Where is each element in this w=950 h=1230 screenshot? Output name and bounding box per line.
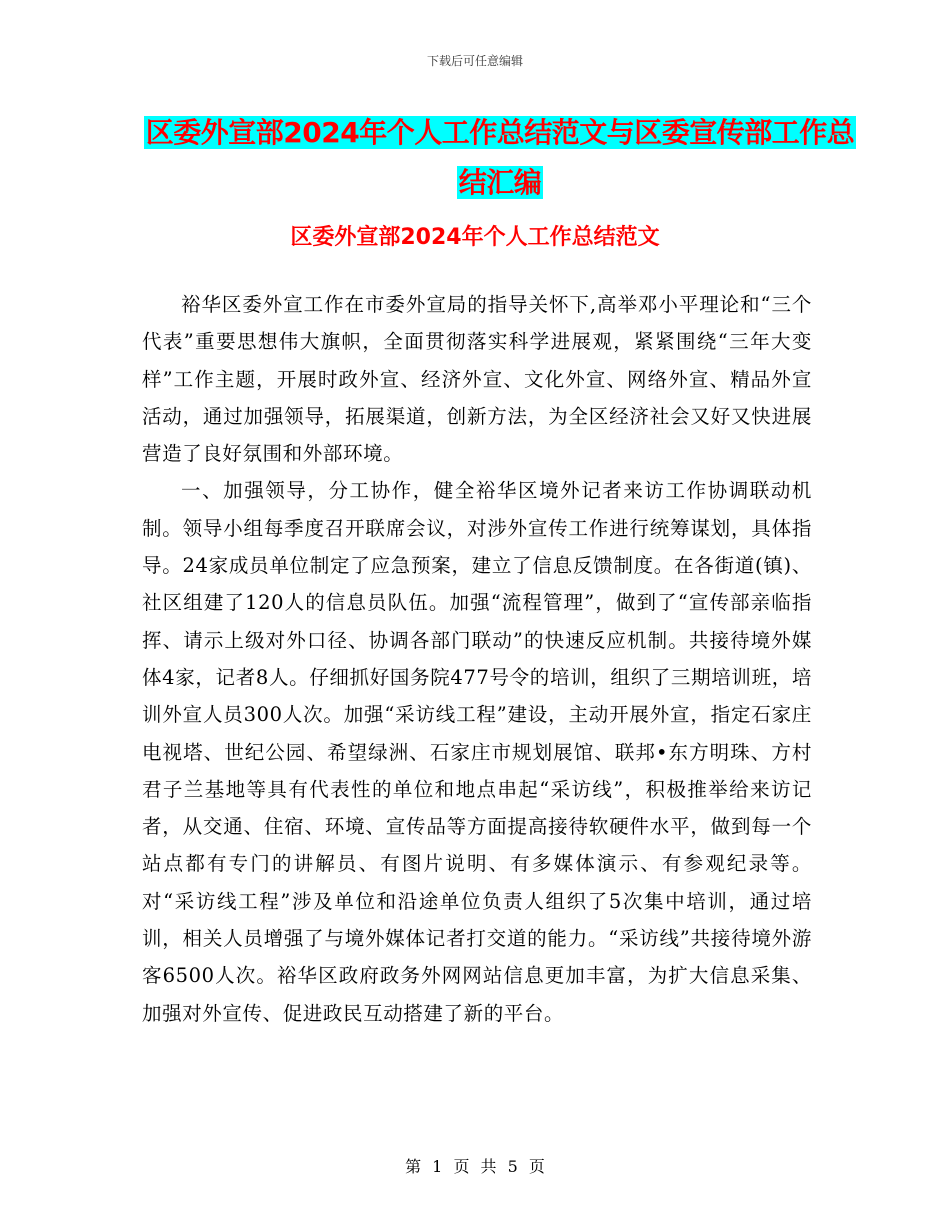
document-body [142, 286, 812, 1032]
paragraph-intro: 裕华区委外宣工作在市委外宣局的指导关怀下,高举邓小平理论和“三个代表”重要思想伟大旗帜，全面贯彻落实科学进展观，紧紧围绕“三年大变样”工作主题，开展时政外宣、经济外宣、文化外宣、网络外宣、精品外宣活动，通过加强领导，拓展渠道，创新方法，为全区经济社会又好又快进展营造了良好氛围和外部环境。 [142, 293, 812, 466]
paragraph-section-one: 一、加强领导，分工协作，健全裕华区境外记者来访工作协调联动机制。领导小组每季度召开联席会议，对涉外宣传工作进行统筹谋划，具体指导。24家成员单位制定了应急预案，建立了信息反馈制度。在各街道(镇)、社区组建了120人的信息员队伍。加强“流程管理”，做到了“宣传部亲临指挥、请示上级对外口径、协调各部门联动”的快速反应机制。共接待境外媒体4家，记者8人。仔细抓好国务院477号令的培训，组织了三期培训班，培训外宣人员300人次。加强“采访线工程”建设，主动开展外宣，指定石家庄电视塔、世纪公园、希望绿洲、石家庄市规划展馆、联邦•东方明珠、方村君子兰基地等具有代表性的单位和地点串起“采访线”，积极推举给来访记者，从交通、住宿、环境、宣传品等方面提高接待软硬件水平，做到每一个站点都有专门的讲解员、有图片说明、有多媒体演示、有参观纪录等。对“采访线工程”涉及单位和沿途单位负责人组织了5次集中培训，通过培训，相关人员增强了与境外媒体记者打交道的能力。“采访线”共接待境外游客6500人次。裕华区政府政务外网网站信息更加丰富，为扩大信息采集、加强对外宣传、促进政民互动搭建了新的平台。 [142, 479, 812, 1025]
section-title: 区委外宣部2024年个人工作总结范文 [290, 225, 660, 250]
document-title-highlight: 区委外宣部2024年个人工作总结范文与区委宣传部工作总结汇编 [145, 116, 855, 199]
page-number: 第 1 页 共 5 页 [405, 1157, 545, 1176]
document-title [140, 108, 860, 208]
page-header-note: 下载后可任意编辑 [426, 54, 523, 68]
